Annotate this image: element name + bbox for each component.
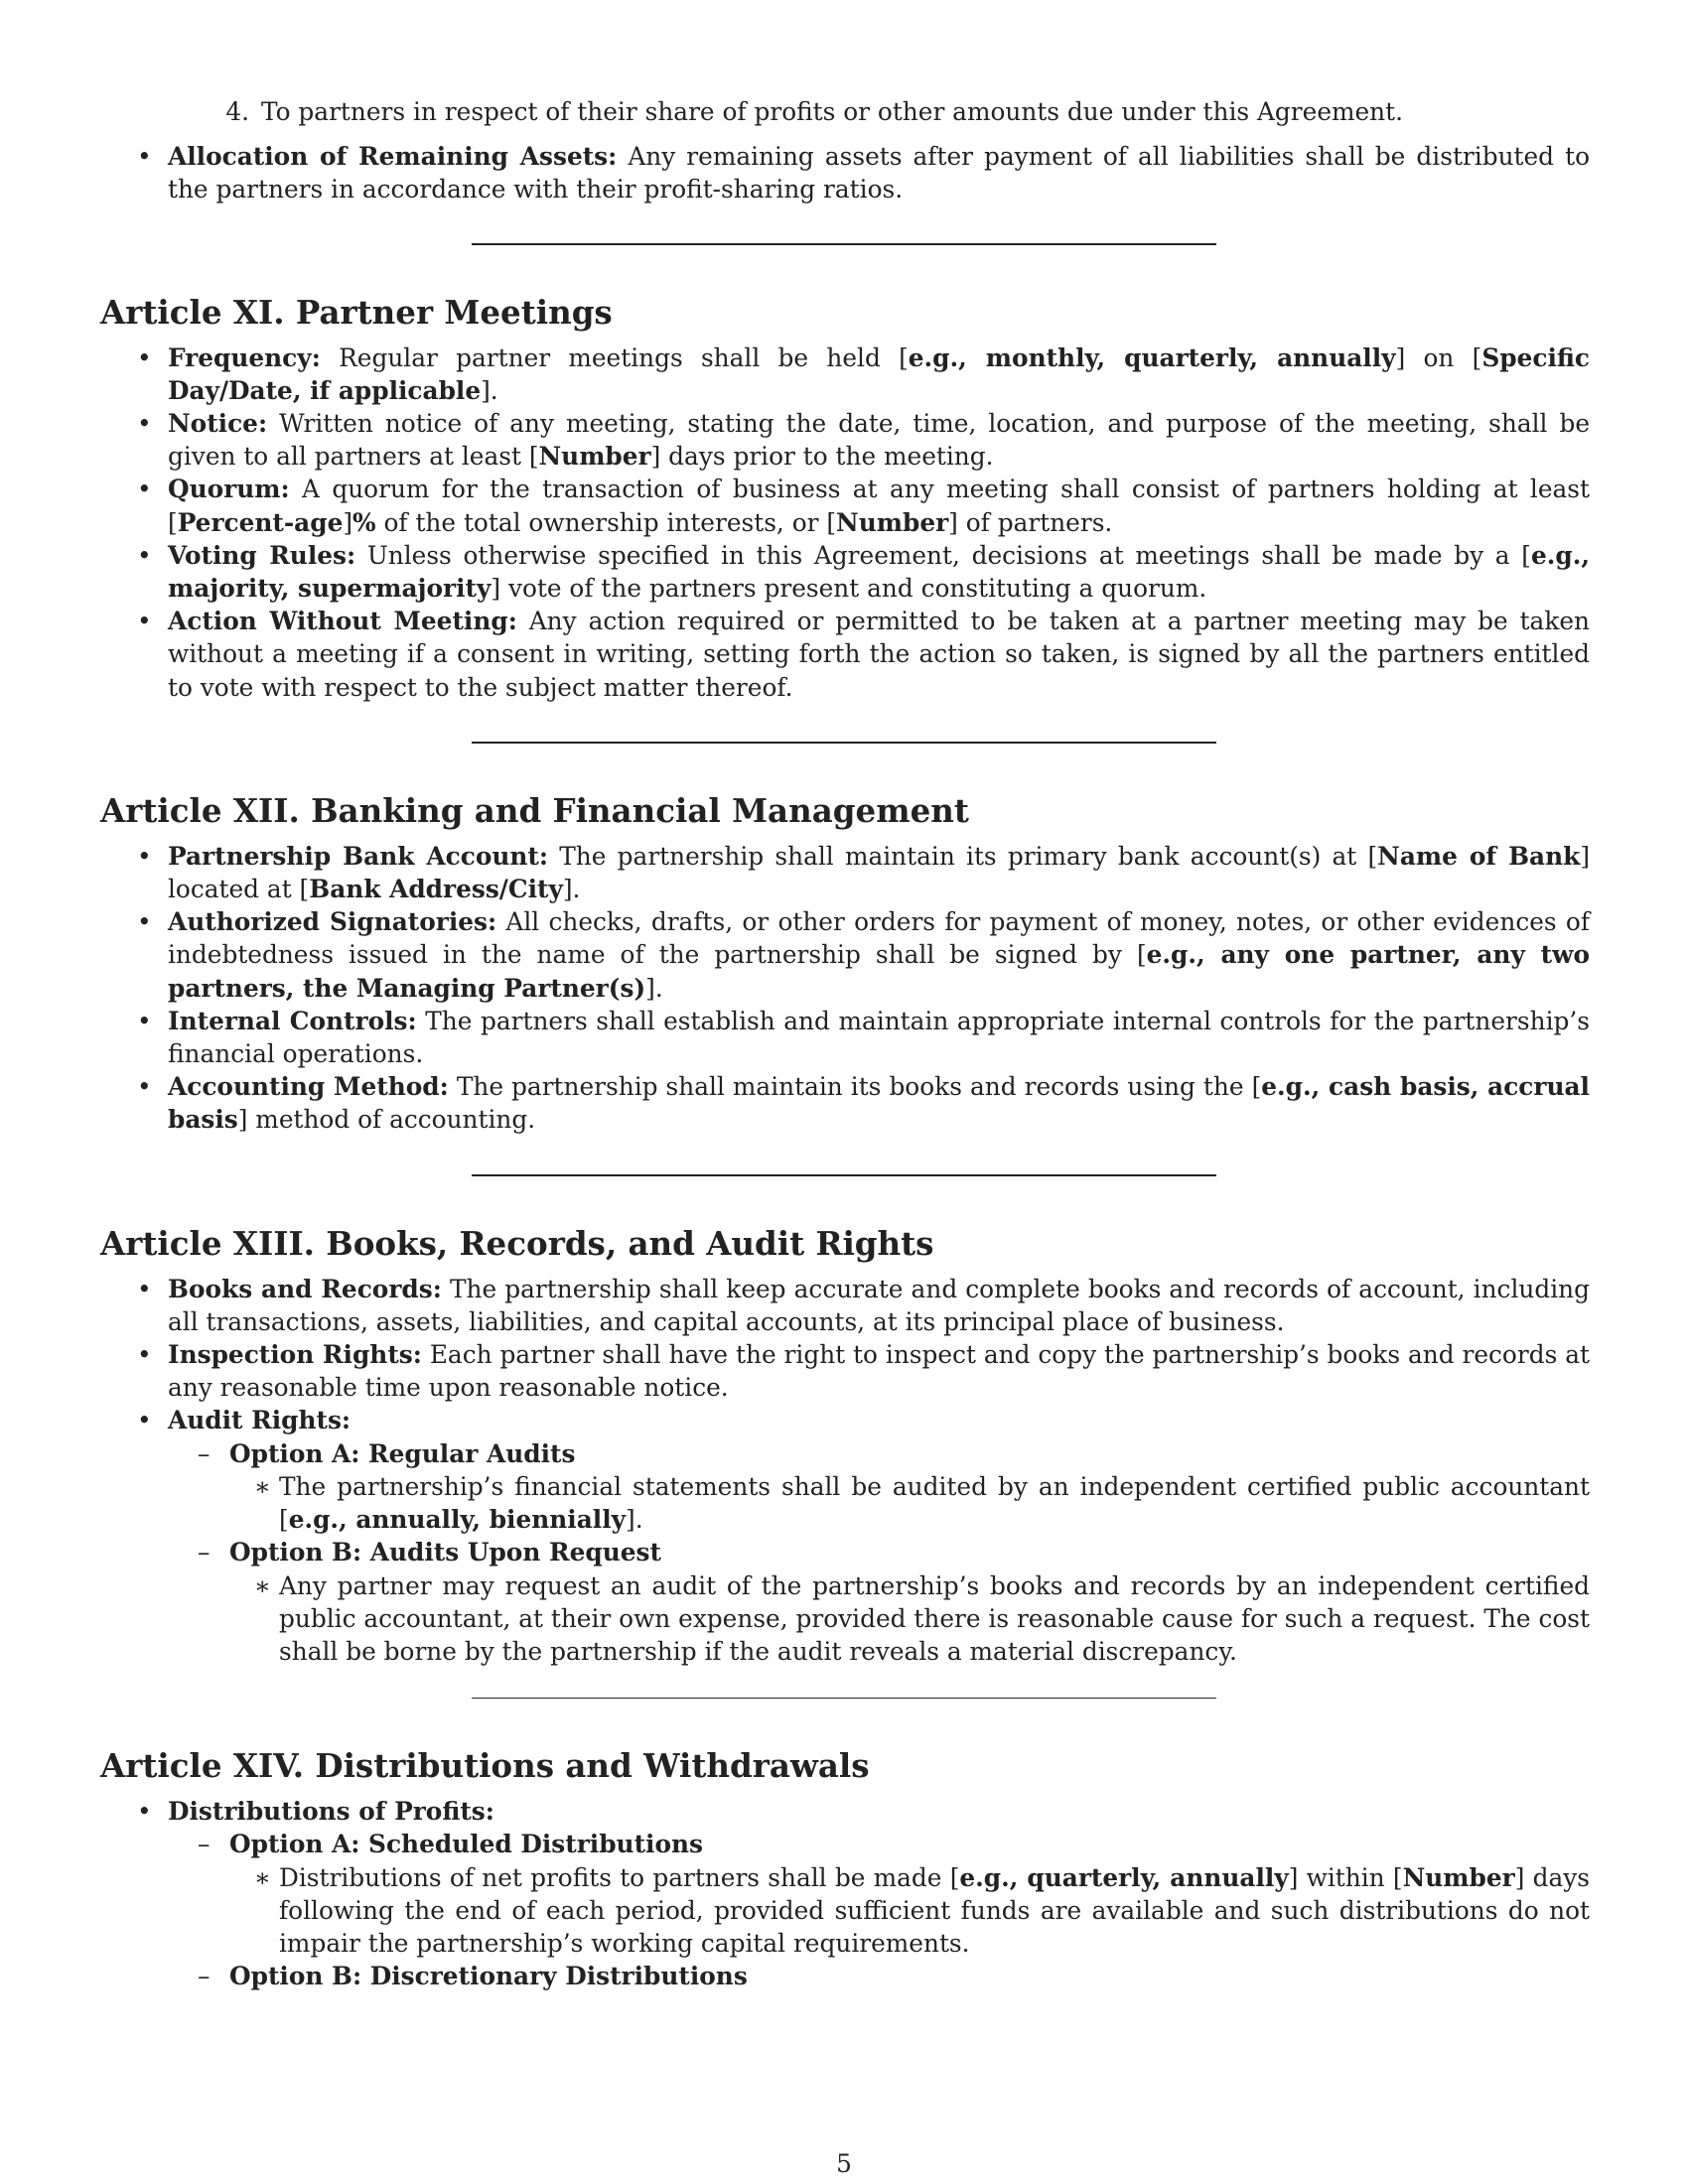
signatories-item [100, 905, 1590, 1005]
notice-label: Notice: [168, 409, 268, 439]
action-text: Any action required or permitted to be taken at a partner meeting may be taken without a meeting if a consent in writing, setting forth the action so taken, is signed by all the partners entitled to vote with respect to the subject matter thereof. [168, 607, 1591, 702]
audit-item [100, 1404, 1590, 1668]
quorum-item [100, 473, 1590, 538]
notice-placeholder: Number [538, 442, 651, 472]
allocation-item [100, 140, 1590, 205]
frequency-text-3: ]. [481, 375, 498, 405]
bank-label: Partnership Bank Account: [168, 841, 549, 871]
article-xiv-heading: Article XIV. Distributions and Withdrawals [100, 1746, 870, 1786]
distribution-option-a-text-3: ] days following the end of each period, provided sufficient funds are available and such distributions do not impair the partnership’s working capital requirements. [279, 1862, 1590, 1958]
distributions-label: Distributions of Profits: [168, 1797, 494, 1827]
method-text: The partnership shall maintain its books and records using the [ [448, 1072, 1262, 1102]
audit-option-a [168, 1437, 1590, 1537]
article-xii-heading: Article XII. Banking and Financial Management [100, 790, 969, 830]
voting-item [100, 539, 1590, 605]
quorum-text-2: ] [343, 507, 353, 537]
method-item [100, 1070, 1590, 1136]
quorum-placeholder-2: Number [836, 507, 949, 537]
distribution-option-a-placeholder: e.g., quarterly, annually [959, 1862, 1289, 1892]
distribution-option-a-text-2: ] within [ [1288, 1862, 1403, 1892]
notice-item [100, 407, 1590, 473]
distribution-option-a-placeholder-2: Number [1402, 1862, 1515, 1892]
signatories-text-2: ]. [645, 973, 663, 1003]
quorum-label: Quorum: [168, 475, 290, 504]
distribution-option-a-body: Distributions of net profits to partners shall be made [ [279, 1862, 960, 1892]
distribution-option-b-label: Option B: Discretionary Distributions [229, 1962, 748, 1991]
section-divider [472, 742, 1216, 744]
notice-text-2: ] days prior to the meeting. [650, 442, 994, 472]
enumerated-item-4 [100, 95, 1590, 128]
enum-number: 4. [225, 97, 249, 126]
voting-label: Voting Rules: [168, 540, 356, 570]
bank-placeholder: Name of Bank [1377, 841, 1581, 871]
bank-text-3: ]. [562, 875, 581, 904]
method-text-2: ] method of accounting. [237, 1105, 536, 1135]
controls-text: The partners shall establish and maintain appropriate internal controls for the partnership’s financial operations. [168, 1006, 1590, 1069]
distribution-option-a-list [229, 1861, 1590, 1961]
article-xi-heading: Article XI. Partner Meetings [100, 292, 613, 332]
inspection-item [100, 1338, 1590, 1404]
signatories-text: All checks, drafts, or other orders for payment of money, notes, or other evidences of indebtedness issued in the name of the partnership shall be signed by [ [168, 907, 1590, 970]
audit-options [168, 1437, 1590, 1668]
article-xii-list [100, 840, 1590, 1137]
article-xi-list [100, 341, 1590, 704]
method-label: Accounting Method: [168, 1072, 449, 1102]
method-placeholder: e.g., cash basis, accrual basis [168, 1072, 1590, 1135]
audit-option-b-body: Any partner may request an audit of the partnership’s books and records by an independent certified public accountant, at their own expense, provided there is reasonable cause for such a request. The cost shall be borne by the partnership if the audit reveals a material discrepancy. [279, 1570, 1590, 1666]
voting-placeholder: e.g., majority, supermajority [168, 540, 1590, 604]
frequency-text: Regular partner meetings shall be held [ [320, 342, 909, 372]
notice-text: Written notice of any meeting, stating the date, time, location, and purpose of the meeting, shall be given to all partners at least [ [168, 409, 1590, 472]
frequency-placeholder-2: Specific Day/Date, if applicable [168, 342, 1591, 405]
article-xiii-list [100, 1273, 1590, 1668]
audit-option-b-label: Option B: Audits Upon Request [229, 1538, 661, 1568]
distribution-option-a-text [229, 1861, 1590, 1961]
allocation-text: Any remaining assets after payment of all liabilities shall be distributed to the partners in accordance with their profit-sharing ratios. [168, 142, 1591, 205]
distributions-item [100, 1795, 1590, 1992]
audit-option-a-text [229, 1470, 1590, 1536]
frequency-label: Frequency: [168, 342, 321, 372]
audit-option-a-label: Option A: Regular Audits [229, 1438, 576, 1468]
voting-text-2: ] vote of the partners present and constituting a quorum. [491, 574, 1207, 604]
action-item [100, 605, 1590, 704]
article-xiii-heading: Article XIII. Books, Records, and Audit Rights [100, 1223, 934, 1263]
quorum-text-4: ] of partners. [948, 507, 1113, 537]
page-number: 5 [836, 2149, 852, 2178]
audit-option-a-placeholder: e.g., annually, biennially [288, 1505, 627, 1535]
bank-placeholder-2: Bank Address/City [309, 875, 563, 904]
distribution-options [168, 1828, 1590, 1992]
allocation-list [100, 140, 1590, 205]
audit-option-b [168, 1536, 1590, 1668]
audit-option-a-end: ]. [626, 1505, 643, 1535]
audit-option-a-body: The partnership’s financial statements shall be audited by an independent certified public accountant [ [279, 1471, 1590, 1535]
inspection-text: Each partner shall have the right to inspect and copy the partnership’s books and records at any reasonable time upon reasonable notice. [168, 1340, 1590, 1403]
frequency-item [100, 341, 1590, 407]
controls-item [100, 1005, 1590, 1070]
inspection-label: Inspection Rights: [168, 1340, 422, 1370]
controls-label: Internal Controls: [168, 1006, 417, 1035]
audit-option-b-text [229, 1570, 1590, 1669]
action-label: Action Without Meeting: [168, 607, 517, 636]
frequency-text-2: ] on [ [1395, 342, 1482, 372]
distribution-option-a-label: Option A: Scheduled Distributions [229, 1830, 703, 1859]
books-item [100, 1273, 1590, 1338]
distribution-option-a [168, 1828, 1590, 1960]
audit-option-a-list [229, 1470, 1590, 1536]
audit-label: Audit Rights: [168, 1406, 352, 1435]
document-page [100, 95, 1590, 1992]
books-label: Books and Records: [168, 1274, 442, 1303]
signatories-placeholder: e.g., any one partner, any two partners, the Managing Partner(s) [168, 940, 1590, 1003]
allocation-label: Allocation of Remaining Assets: [168, 142, 618, 172]
quorum-text-3: of the total ownership interests, or [ [375, 507, 837, 537]
article-xiv-list [100, 1795, 1590, 1992]
quorum-placeholder: Percent-age [177, 507, 344, 537]
section-divider [472, 1698, 1216, 1699]
bank-text: The partnership shall maintain its primary bank account(s) at [ [548, 841, 1378, 871]
books-text: The partnership shall keep accurate and complete books and records of account, including all transactions, assets, liabilities, and capital accounts, at its principal place of business. [168, 1274, 1590, 1336]
bank-item [100, 840, 1590, 905]
quorum-percent: % [352, 507, 376, 537]
bank-text-2: ] located at [ [168, 841, 1590, 904]
audit-option-b-list [229, 1570, 1590, 1669]
quorum-text: A quorum for the transaction of business at any meeting shall consist of partners holding at least [ [168, 475, 1590, 537]
frequency-placeholder: e.g., monthly, quarterly, annually [908, 342, 1396, 372]
signatories-label: Authorized Signatories: [168, 907, 497, 937]
enum-text: To partners in respect of their share of profits or other amounts due under this Agreement. [261, 97, 1404, 126]
voting-text: Unless otherwise specified in this Agreement, decisions at meetings shall be made by a [ [355, 540, 1531, 570]
section-divider [472, 243, 1216, 245]
section-divider [472, 1174, 1216, 1176]
distribution-option-b [168, 1960, 1590, 1992]
